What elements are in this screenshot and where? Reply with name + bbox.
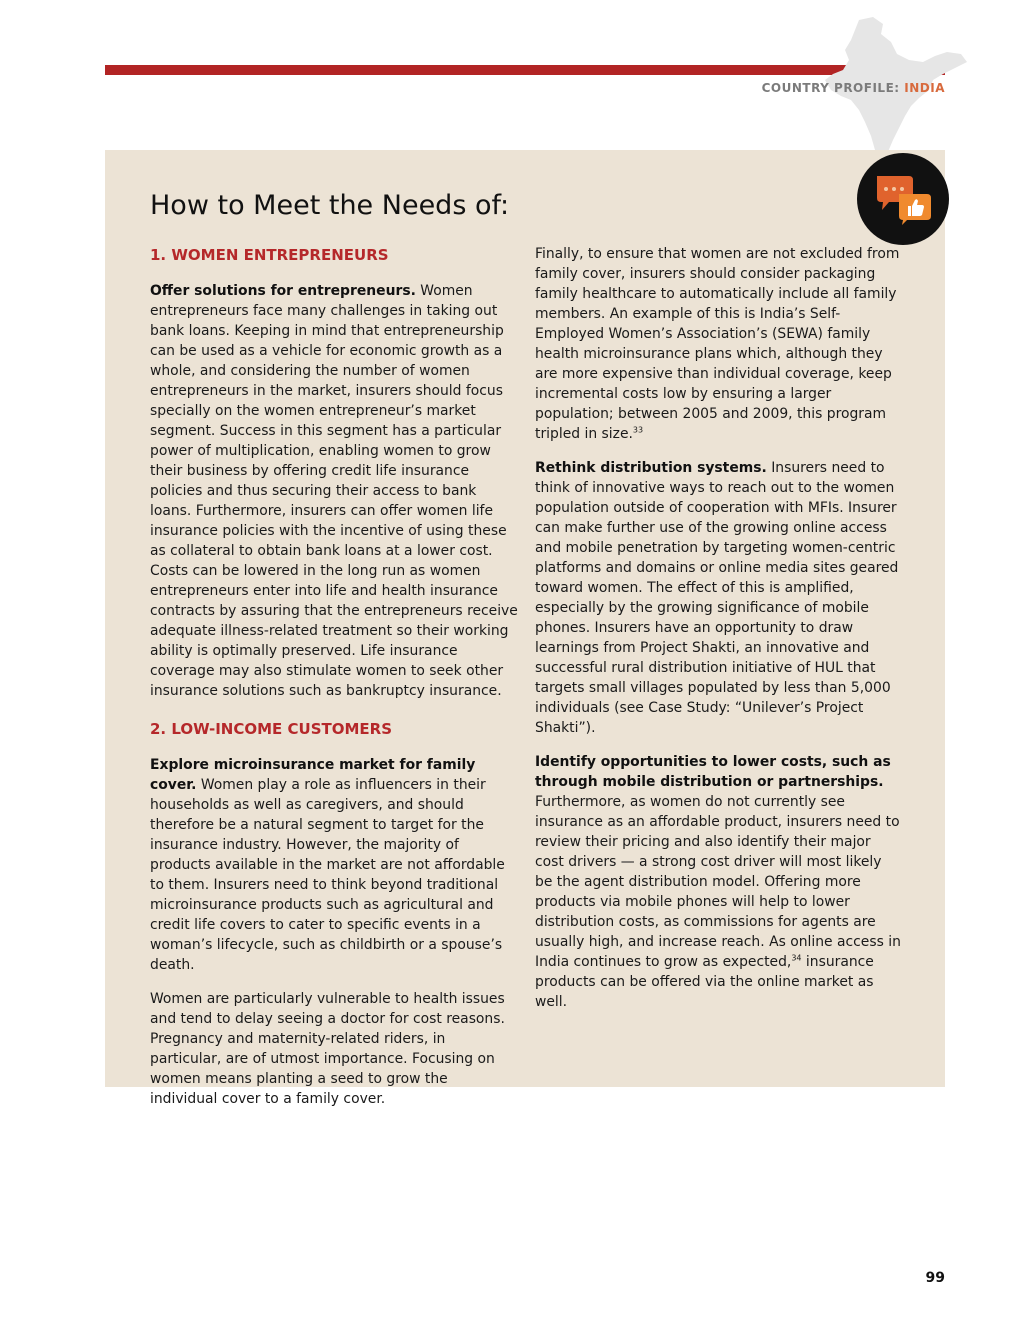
- paragraph-text: Finally, to ensure that women are not excluded from family cover, insurers should consider packaging family healthcare to automatically include all family members. An example of this is India’s Self-Employed Women’s Association’s (SEWA) family health microinsurance plans which, although they are more expensive than individual coverage, keep incremental costs low by ensuring a larger population; between 2005 and 2009, this program tripled in size.: [535, 246, 900, 442]
- right-column: [535, 244, 901, 1026]
- discussion-badge: [857, 153, 949, 245]
- paragraph-text: insurance products can be offered via the online market as well.: [535, 954, 874, 1010]
- paragraph-lead: Explore microinsurance market for family cover.: [150, 757, 476, 793]
- country-profile-label: [762, 81, 945, 95]
- page-title: How to Meet the Needs of:: [150, 190, 510, 221]
- left-column: [150, 245, 518, 1123]
- paragraph-lead: Identify opportunities to lower costs, such as through mobile distribution or partnerships.: [535, 754, 891, 790]
- paragraph-family-cover: [150, 755, 518, 975]
- paragraph-entrepreneurs: [150, 281, 518, 701]
- paragraph-lead: Rethink distribution systems.: [535, 460, 767, 476]
- footnote-ref-33: 33: [632, 425, 644, 435]
- speech-bubble-thumbs-up-icon: [873, 172, 933, 226]
- paragraph-health-issues: Women are particularly vulnerable to health issues and tend to delay seeing a doctor for cost reasons. Pregnancy and maternity-related riders, in particular, are of utmost importance. Focusing on women means planting a seed to grow the individual cover to a family cover.: [150, 991, 505, 1107]
- footnote-ref-34: 34: [791, 953, 802, 963]
- section-heading-women-entrepreneurs: 1. WOMEN ENTREPRENEURS: [150, 246, 389, 264]
- paragraph-distribution: [535, 458, 901, 738]
- paragraph-lead: Offer solutions for entrepreneurs.: [150, 283, 416, 299]
- paragraph-text: Furthermore, as women do not currently see insurance as an affordable product, insurers need to review their pricing and also identify their major cost drivers — a strong cost driver will most likely be the agent distribution model. Offering more products via mobile phones will help to lower distribution costs, as commissions for agents are usually high, and increase reach. As online access in India continues to grow as expected,: [535, 794, 901, 970]
- paragraph-text: Women play a role as influencers in their households as well as caregivers, and should therefore be a natural segment to target for the insurance industry. However, the majority of products available in the market are not affordable to them. Insurers need to think beyond traditional microinsurance products such as agricultural and credit life covers to cater to specific events in a woman’s lifecycle, such as childbirth or a spouse’s death.: [150, 777, 505, 973]
- country-profile-prefix: COUNTRY PROFILE:: [761, 81, 900, 95]
- paragraph-text: Women entrepreneurs face many challenges in taking out bank loans. Keeping in mind that entrepreneurship can be used as a vehicle for economic growth as a whole, and considering the number of women entrepreneurs in the market, insurers should focus specially on the women entrepreneur’s market segment. Success in this segment has a particular power of multiplication, enabling women to grow their business by offering credit life insurance policies and thus securing their access to bank loans. Furthermore, insurers can offer women life insurance policies with the incentive of using these as collateral to obtain bank loans at a lower cost. Costs can be lowered in the long run as women entrepreneurs enter into life and health insurance contracts by assuring that the entrepreneurs receive adequate illness-related treatment so their working ability is optimally preserved. Life insurance coverage may also stimulate women to seek other insurance solutions such as bankruptcy insurance.: [150, 283, 518, 699]
- section-heading-low-income: 2. LOW-INCOME CUSTOMERS: [150, 720, 393, 738]
- paragraph-text: Insurers need to think of innovative ways to reach out to the women population outside of cooperation with MFIs. Insurer can make further use of the growing online access and mobile penetration by targeting women-centric platforms and domains or online media sites geared toward women. The effect of this is amplified, especially by the growing significance of mobile phones. Insurers have an opportunity to draw learnings from Project Shakti, an innovative and successful rural distribution initiative of HUL that targets small villages populated by less than 5,000 individuals (see Case Study: “Unilever’s Project Shakti”).: [535, 460, 899, 736]
- page-number: 99: [925, 1270, 945, 1286]
- paragraph-sewa: [535, 244, 901, 444]
- country-name: INDIA: [904, 81, 945, 95]
- paragraph-lower-costs: [535, 752, 901, 1012]
